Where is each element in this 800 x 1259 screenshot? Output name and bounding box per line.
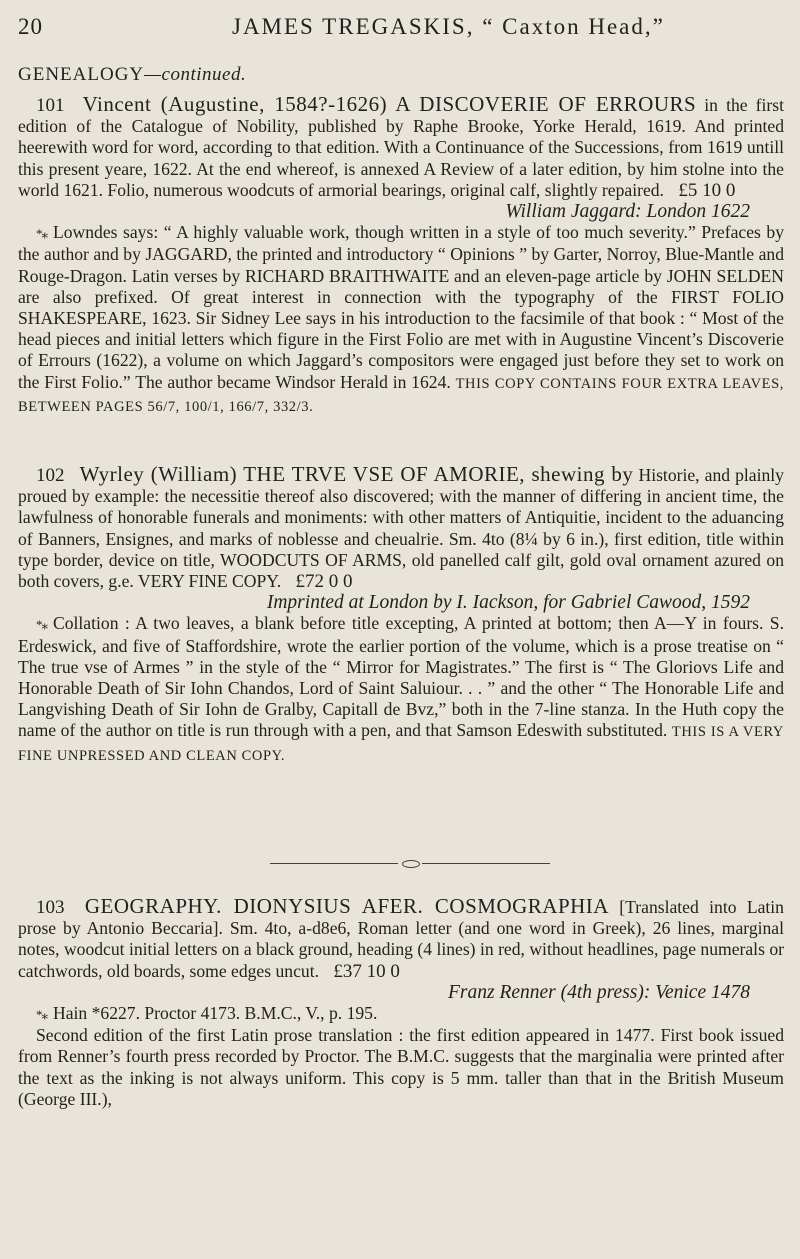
lot-price: £5 10 0 bbox=[678, 179, 736, 201]
asterism-icon: *⁎ bbox=[36, 617, 47, 633]
lot-price: £72 0 0 bbox=[295, 571, 353, 593]
fleuron-icon bbox=[398, 857, 422, 869]
lot-body: [Translated into Latin prose by Antonio Beccaria]. Sm. 4to, a-d8e6, Roman letter (and one word in Greek), 26 lines, marginal notes, woodcut initial letters on a black ground, heading (4 lines) in red, without headlines, page numerals or catchwords, old boards, some edges uncut. bbox=[18, 897, 784, 981]
lot-entry-103 bbox=[18, 896, 784, 1110]
lot-note bbox=[18, 222, 784, 418]
lot-description bbox=[18, 464, 784, 592]
running-head bbox=[18, 14, 784, 48]
lot-imprint: Franz Renner (4th press): Venice 1478 bbox=[447, 981, 750, 1003]
section-divider bbox=[270, 857, 550, 871]
lot-imprint: William Jaggard: London 1622 bbox=[505, 201, 750, 223]
lot-number: 101 bbox=[36, 95, 65, 116]
lot-note bbox=[18, 1003, 784, 1025]
lot-entry-102 bbox=[18, 464, 784, 767]
asterism-icon: *⁎ bbox=[36, 1007, 47, 1023]
lot-heading: Wyrley (William) THE TRVE VSE OF AMORIE, shewing by bbox=[79, 462, 634, 486]
lot-note bbox=[18, 613, 784, 766]
note-emphasis: THIS IS A VERY FINE UNPRESSED AND CLEAN COPY. bbox=[18, 724, 784, 764]
lot-body: in the first edition of the Catalogue of Nobility, published by Raphe Brooke, Yorke Herald, 1619. And printed heerewith word for word, according to that edition. With a Continuance of the Successions, from 1619 untill this present yeare, 1622. At the end whereof, is annexed A Review of a later edition, by him stolne into the world 1621. Folio, numerous woodcuts of armorial bearings, original calf, slightly repaired. bbox=[18, 95, 784, 200]
lot-price: £37 10 0 bbox=[333, 960, 400, 982]
note-text: Hain *6227. Proctor 4173. B.M.C., V., p. 195. bbox=[53, 1003, 378, 1024]
section-heading bbox=[18, 64, 246, 86]
lot-entry-101 bbox=[18, 94, 784, 418]
lot-note-continued: Second edition of the first Latin prose translation : the first edition appeared in 1477. First book issued from Renner’s fourth press recorded by Proctor. The B.M.C. suggests that the marginalia were printed after the text as the inking is not always uniform. This copy is 5 mm. taller than that in the British Museum (George III.), bbox=[18, 1025, 784, 1109]
lot-number: 102 bbox=[36, 465, 65, 486]
lot-heading: GEOGRAPHY. DIONYSIUS AFER. COSMOGRAPHIA bbox=[84, 894, 609, 918]
lot-description bbox=[18, 896, 784, 982]
lot-imprint: Imprinted at London by I. Iackson, for Gabriel Cawood, 1592 bbox=[266, 592, 750, 614]
section-suffix: —continued. bbox=[144, 64, 247, 85]
note-text: Collation : A two leaves, a blank before title excepting, A printed at bottom; then A—Y in fours. S. Erdeswick, and five of Staffordshire, wrote the earlier portion of the volume, which is a prose treatise on “ The true vse of Armes ” in the style of the “ Mirror for Magistrates.” The first is “ The Gloriovs Life and Honorable Death of Sir Iohn Chandos, Lord of Saint Saluiour. . . ” and the other “ The Honorable Life and Langvishing Death of Sir Iohn de Gralby, Capitall de Bvz,” both in the 7-line stanza. In the Huth copy the name of the author on title is run through with a pen, and that Samson Edeswith substituted. bbox=[18, 613, 784, 741]
lot-heading: Vincent (Augustine, 1584?-1626) A DISCOVERIE OF ERROURS bbox=[82, 92, 697, 116]
asterism-icon: *⁎ bbox=[36, 226, 47, 242]
lot-description bbox=[18, 94, 784, 201]
note-emphasis: THIS COPY CONTAINS FOUR EXTRA LEAVES, BETWEEN PAGES 56/7, 100/1, 166/7, 332/3. bbox=[18, 375, 784, 415]
section-label: GENEALOGY bbox=[18, 64, 145, 85]
lot-number: 103 bbox=[36, 897, 65, 918]
running-title: JAMES TREGASKIS, “ Caxton Head,” bbox=[232, 14, 665, 39]
note-text: Lowndes says: “ A highly valuable work, though written in a style of too much severity.” Prefaces by the author and by JAGGARD, the printed and introductory “ Opinions ” by Garter, Norroy, Blue-Mantle and Rouge-Dragon. Latin verses by RICHARD BRAITHWAITE and an eleven-page article by JOHN SELDEN are also prefixed. Of great interest in connection with the typography of the FIRST FOLIO SHAKESPEARE, 1623. Sir Sidney Lee says in his introduction to the facsimile of that book : “ Most of the head pieces and initial letters which figure in the First Folio are met with in Augustine Vincent’s Discoverie of Errours (1622), a volume on which Jaggard’s compositors were engaged just before they set to work on the First Folio.” The author became Windsor Herald in 1624. bbox=[18, 222, 784, 392]
lot-body: Historie, and plainly proued by example: the necessitie thereof also discovered; with the manner of differing in ancient time, the lawfulness of honorable funerals and moniments: with other matters of Antiquitie, incident to the aduancing of Banners, Ensignes, and marks of noblesse and cheualrie. Sm. 4to (8¼ by 6 in.), first edition, title within type border, device on title, WOODCUTS OF ARMS, old panelled calf gilt, gold oval ornament azured on both covers, g.e. VERY FINE COPY. bbox=[18, 465, 784, 592]
page-number: 20 bbox=[18, 14, 43, 39]
